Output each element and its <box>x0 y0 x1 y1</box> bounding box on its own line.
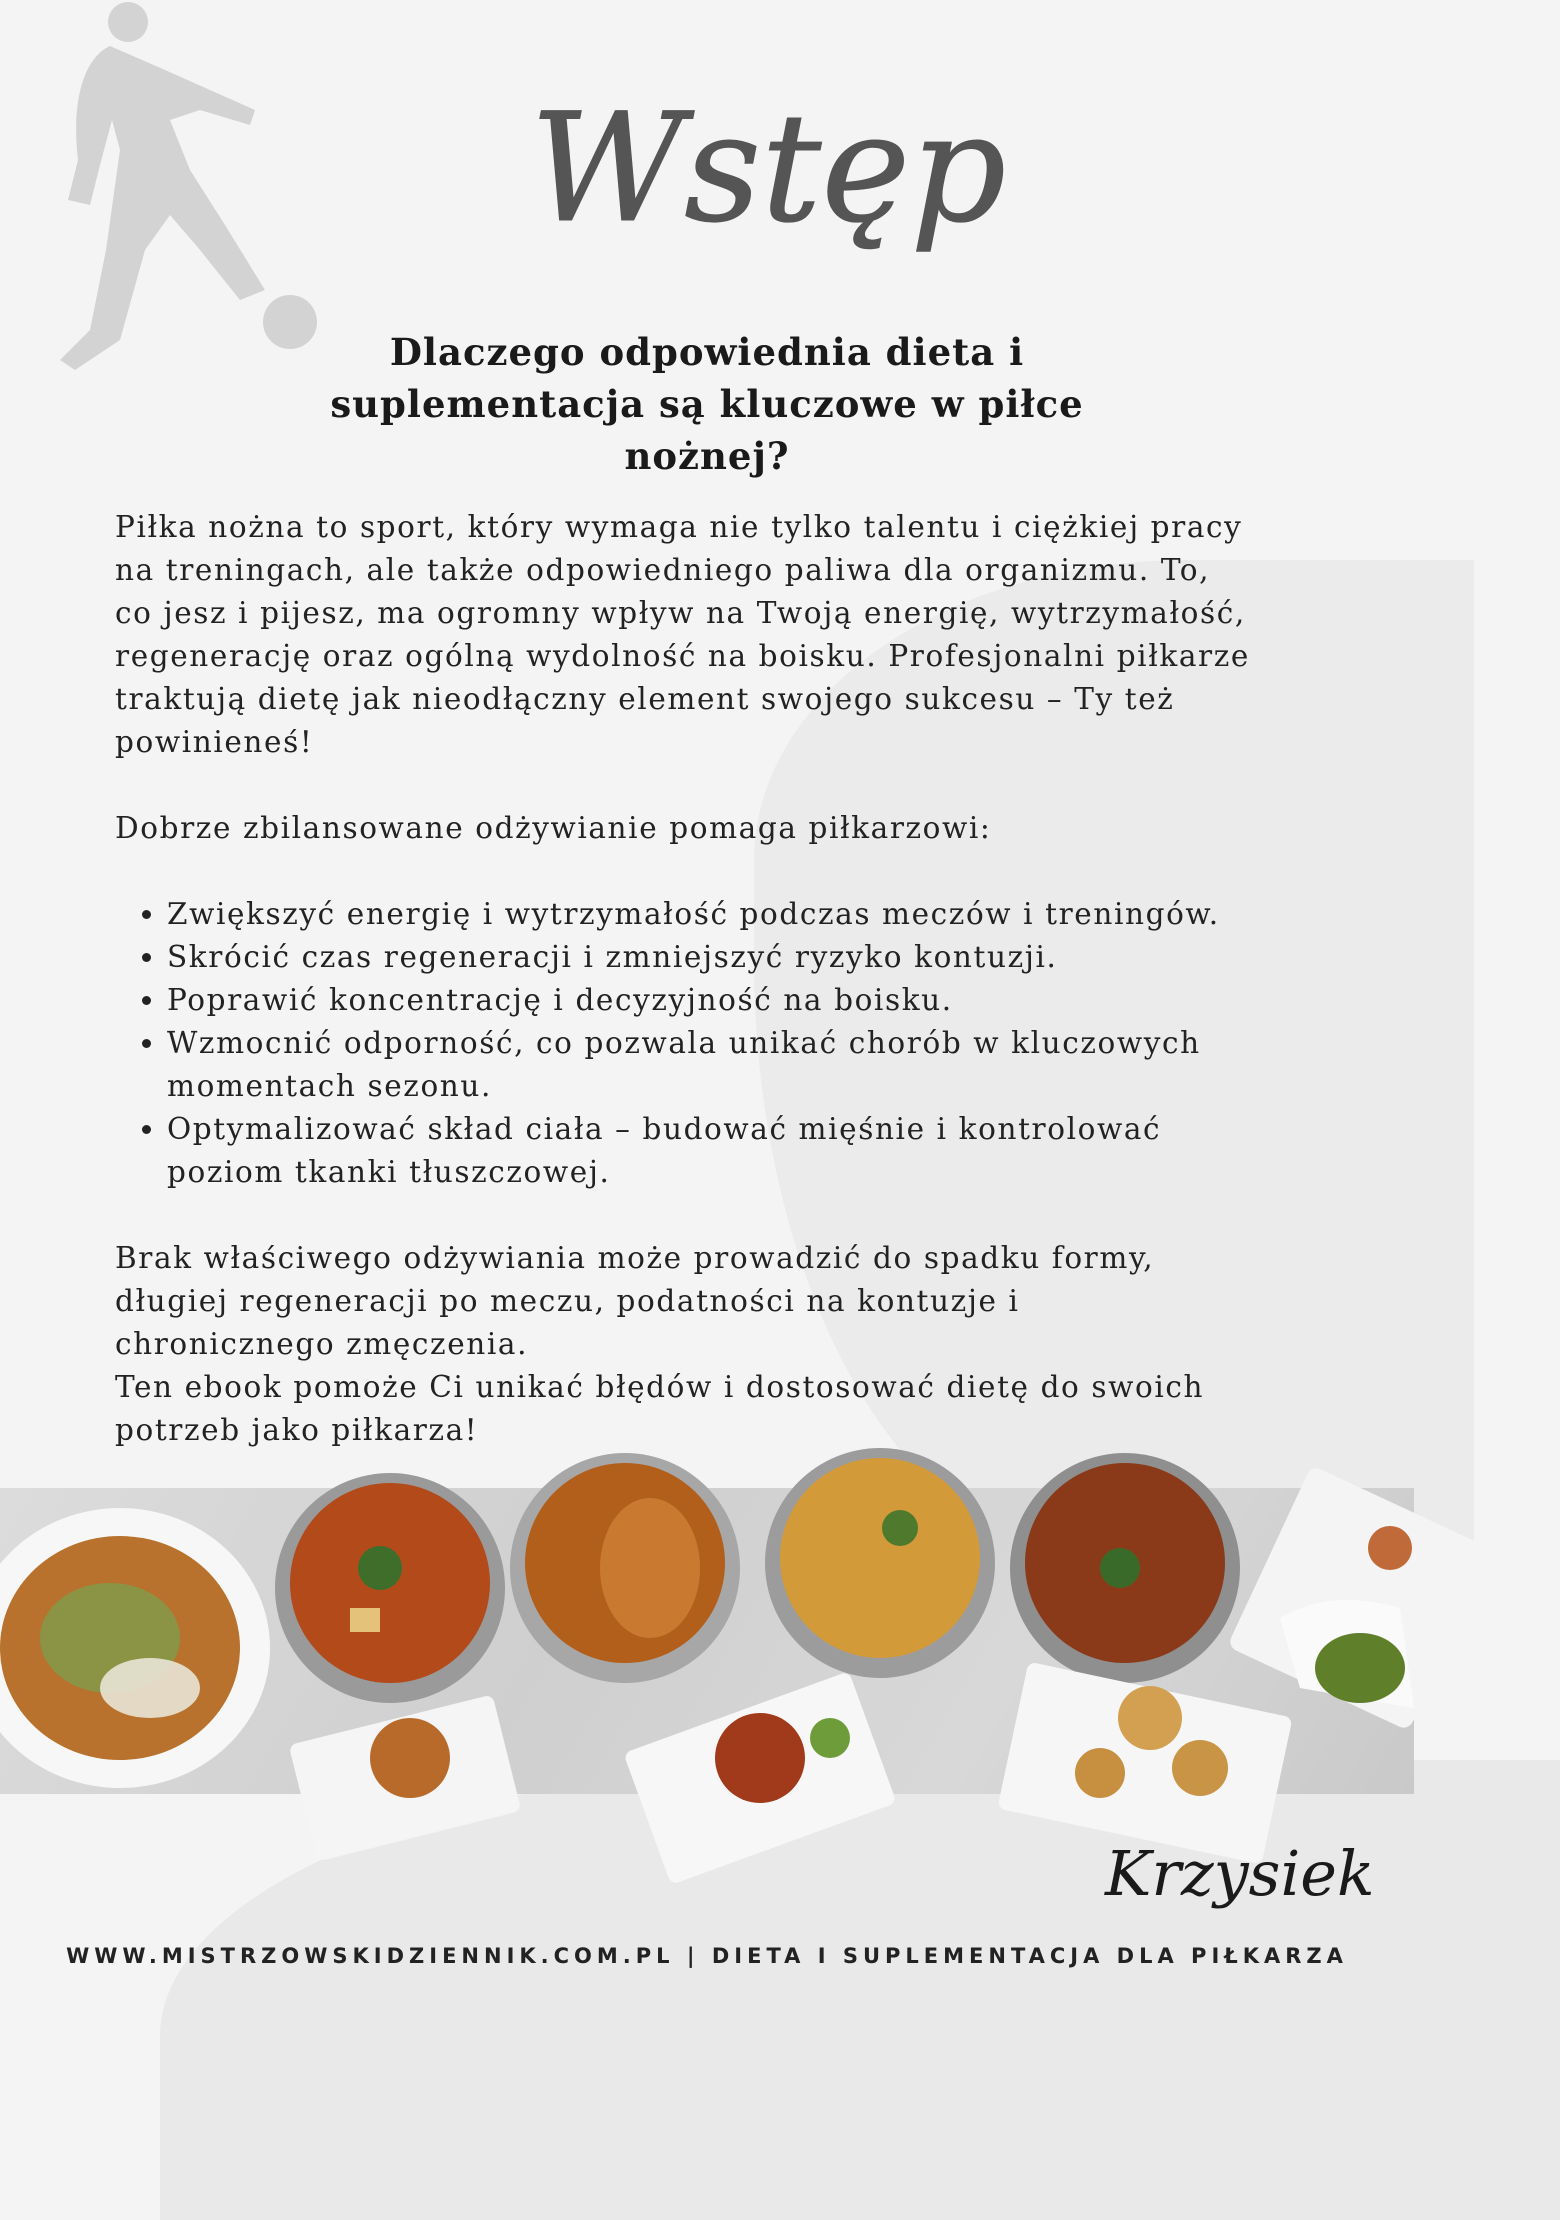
list-item: • Zwiększyć energię i wytrzymałość podczas meczów i treningów. <box>167 893 1325 936</box>
list-item: • Skrócić czas regeneracji i zmniejszyć ryzyko kontuzji. <box>167 936 1325 979</box>
text-line: potrzeb jako piłkarza! <box>115 1413 479 1447</box>
food-dishes-illustration <box>0 1488 1414 1794</box>
text-line: co jesz i pijesz, ma ogromny wpływ na Twoją energię, wytrzymałość, <box>115 596 1246 630</box>
footer-text: WWW.MISTRZOWSKIDZIENNIK.COM.PL | DIETA I SUPLEMENTACJA DLA PIŁKARZA <box>66 1944 1348 1968</box>
body-text <box>115 506 1325 1452</box>
text-line: regenerację oraz ogólną wydolność na boisku. Profesjonalni piłkarze <box>115 639 1250 673</box>
list-intro: Dobrze zbilansowane odżywianie pomaga piłkarzowi: <box>115 811 992 845</box>
text-line: traktują dietę jak nieodłączny element swojego sukcesu – Ty też <box>115 682 1175 716</box>
heading-line: nożnej? <box>624 434 790 478</box>
heading-line: Dlaczego odpowiednia dieta i <box>389 330 1025 374</box>
page-title-script <box>520 60 1007 280</box>
heading-line: suplementacja są kluczowe w piłce <box>330 382 1084 426</box>
food-photo-banner <box>0 1488 1414 1794</box>
text-line: długiej regeneracji po meczu, podatności na kontuzje i <box>115 1284 1020 1318</box>
list-item: • Optymalizować skład ciała – budować mięśnie i kontrolować poziom tkanki tłuszczowej. <box>167 1108 1325 1194</box>
closing-paragraph <box>115 1237 1325 1452</box>
page-title-text: Wstęp <box>530 82 1007 256</box>
section-heading <box>290 326 1124 482</box>
text-line: Piłka nożna to sport, który wymaga nie tylko talentu i ciężkiej pracy <box>115 510 1243 544</box>
text-line: chronicznego zmęczenia. <box>115 1327 529 1361</box>
author-signature <box>1095 1800 1375 1940</box>
intro-paragraph <box>115 506 1325 764</box>
football-player-silhouette-icon <box>50 0 330 385</box>
text-line: na treningach, ale także odpowiedniego paliwa dla organizmu. To, <box>115 553 1211 587</box>
list-item: • Poprawić koncentrację i decyzyjność na boisku. <box>167 979 1325 1022</box>
text-line: Brak właściwego odżywiania może prowadzić do spadku formy, <box>115 1241 1155 1275</box>
list-item: • Wzmocnić odporność, co pozwala unikać chorób w kluczowych momentach sezonu. <box>167 1022 1325 1108</box>
benefits-list <box>115 893 1325 1194</box>
signature-text: Krzysiek <box>1105 1837 1375 1910</box>
text-line: powinieneś! <box>115 725 314 759</box>
text-line: Ten ebook pomoże Ci unikać błędów i dostosować dietę do swoich <box>115 1370 1205 1404</box>
